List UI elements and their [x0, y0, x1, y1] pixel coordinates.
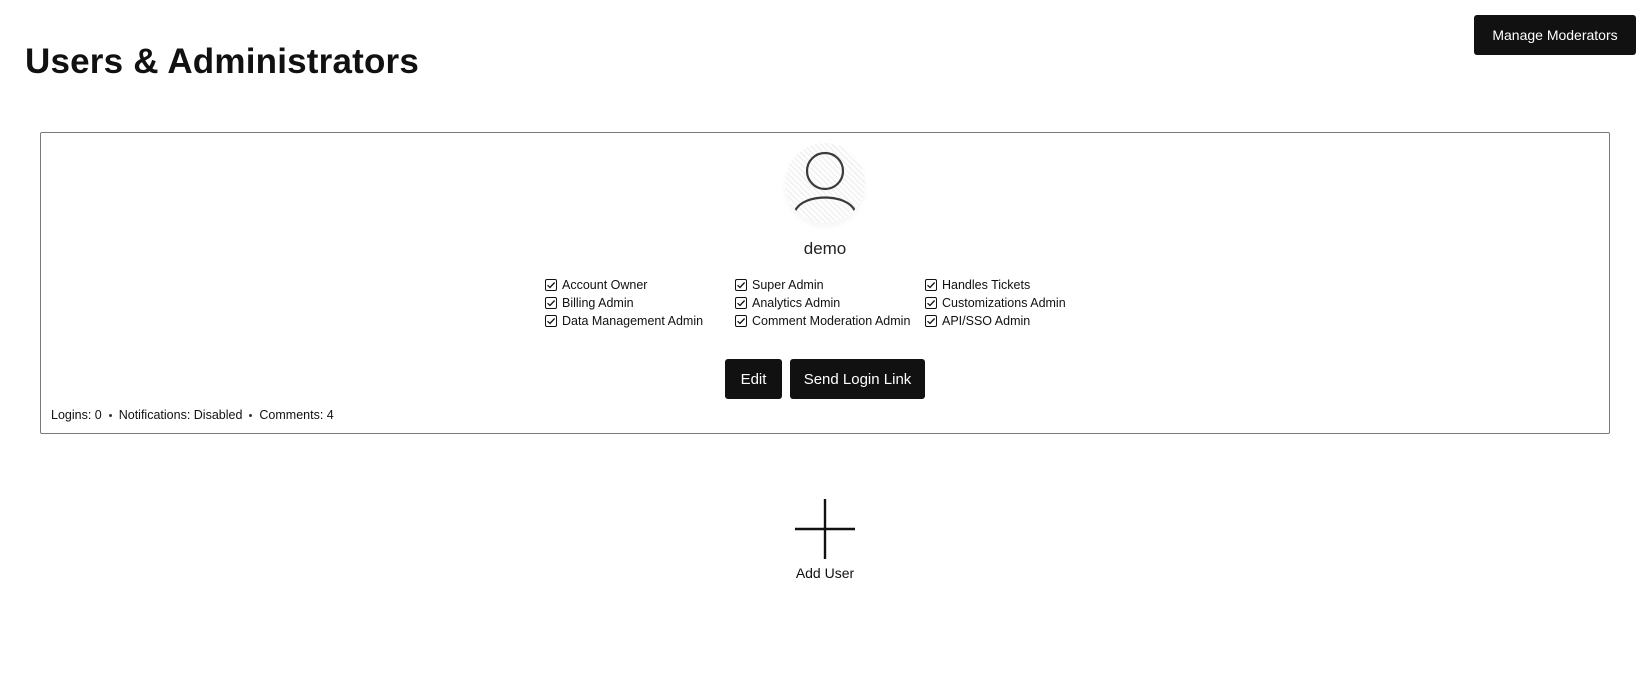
role-label: Billing Admin: [562, 296, 634, 310]
role-super-admin[interactable]: [735, 277, 925, 293]
manage-moderators-button[interactable]: Manage Moderators: [1474, 15, 1636, 55]
edit-button[interactable]: Edit: [725, 359, 782, 399]
role-label: API/SSO Admin: [942, 314, 1031, 328]
checkbox-checked-icon[interactable]: [545, 315, 557, 327]
add-user-button[interactable]: [785, 498, 865, 588]
role-api-sso-admin[interactable]: [925, 313, 1115, 329]
plus-icon[interactable]: [794, 498, 856, 560]
roles-grid: [545, 277, 1115, 329]
role-label: Account Owner: [562, 278, 648, 292]
checkbox-checked-icon[interactable]: [735, 279, 747, 291]
role-customizations-admin[interactable]: [925, 295, 1115, 311]
logins-count: Logins: 0: [51, 408, 102, 422]
role-comment-moderation-admin[interactable]: [735, 313, 925, 329]
user-avatar-icon: [785, 143, 865, 223]
checkbox-checked-icon[interactable]: [735, 315, 747, 327]
role-analytics-admin[interactable]: [735, 295, 925, 311]
checkbox-checked-icon[interactable]: [545, 279, 557, 291]
checkbox-checked-icon[interactable]: [735, 297, 747, 309]
role-handles-tickets[interactable]: [925, 277, 1115, 293]
checkbox-checked-icon[interactable]: [925, 297, 937, 309]
notifications-status: Notifications: Disabled: [118, 408, 243, 422]
role-label: Comment Moderation Admin: [752, 314, 911, 328]
role-billing-admin[interactable]: [545, 295, 735, 311]
role-label: Super Admin: [752, 278, 824, 292]
role-label: Customizations Admin: [942, 296, 1066, 310]
separator-dot: [109, 414, 112, 417]
checkbox-checked-icon[interactable]: [925, 315, 937, 327]
send-login-link-button[interactable]: Send Login Link: [790, 359, 925, 399]
user-stats: [51, 408, 334, 422]
username: demo: [803, 239, 847, 258]
checkbox-checked-icon[interactable]: [545, 297, 557, 309]
role-label: Analytics Admin: [752, 296, 841, 310]
checkbox-checked-icon[interactable]: [925, 279, 937, 291]
add-user-label: Add User: [795, 565, 855, 581]
separator-dot: [249, 414, 252, 417]
role-data-management-admin[interactable]: [545, 313, 735, 329]
role-account-owner[interactable]: [545, 277, 735, 293]
role-label: Data Management Admin: [562, 314, 704, 328]
user-card: [40, 132, 1610, 434]
role-label: Handles Tickets: [942, 278, 1031, 292]
page-title: Users & Administrators: [25, 42, 420, 81]
comments-count: Comments: 4: [259, 408, 334, 422]
